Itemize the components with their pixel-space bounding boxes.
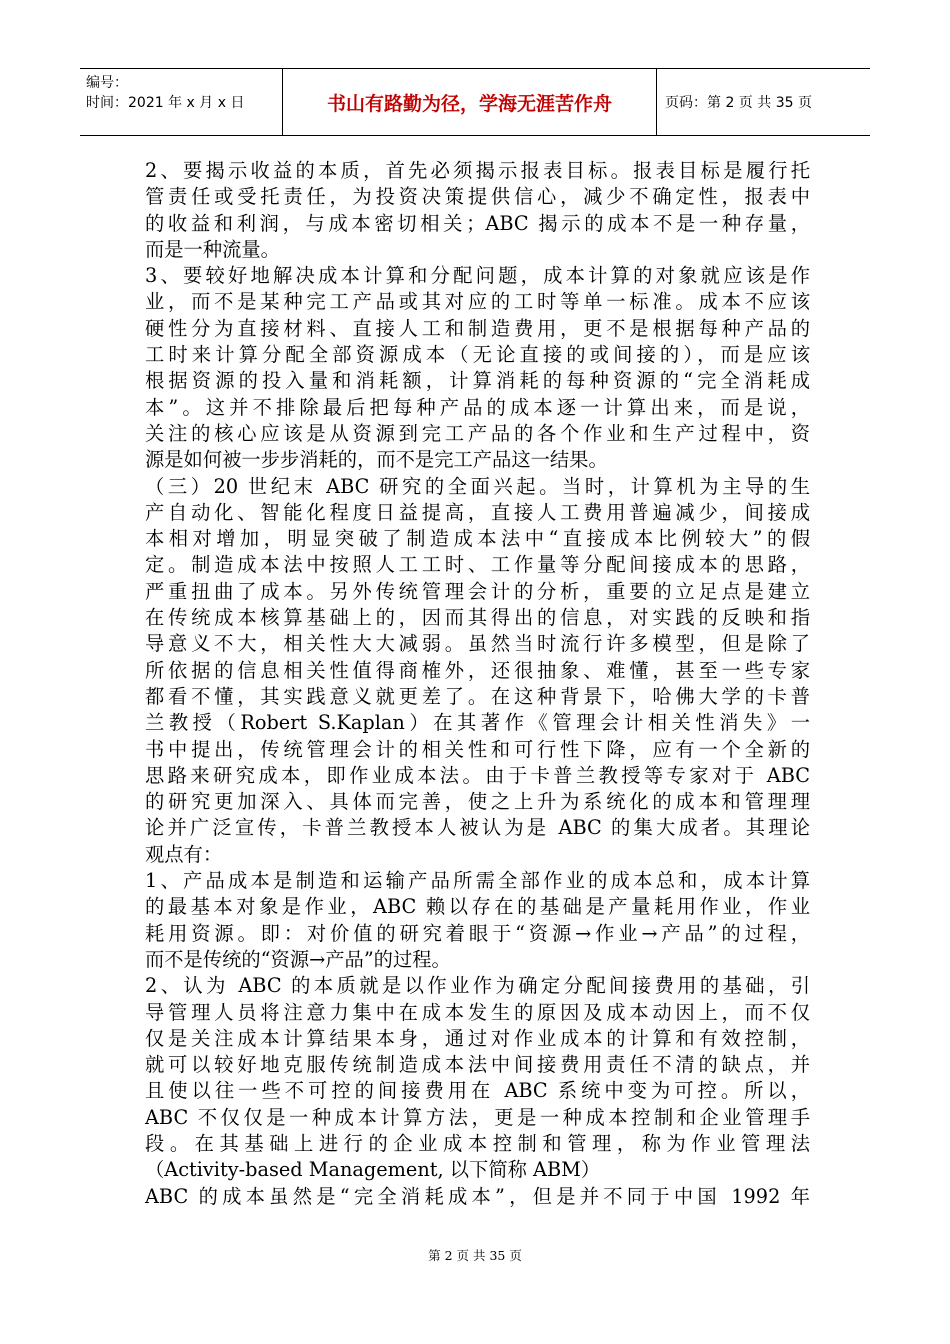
text-line: 耗用资源。即：对价值的研究着眼于“资源→作业→产品”的过程， bbox=[145, 921, 810, 945]
text-line: ABC 的成本虽然是“完全消耗成本”，但是并不同于中国 1992 年 bbox=[145, 1184, 810, 1208]
text-line: 本相对增加，明显突破了制造成本法中“直接成本比例较大”的假 bbox=[145, 527, 810, 551]
text-line: 工时来计算分配全部资源成本（无论直接的或间接的），而是应该 bbox=[145, 343, 810, 367]
text-line: 硬性分为直接材料、直接人工和制造费用，更不是根据每种产品的 bbox=[145, 316, 810, 340]
text-line: （Activity-based Management, 以下简称 ABM） bbox=[145, 1158, 601, 1182]
text-line: 1、产品成本是制造和运输产品所需全部作业的成本总和，成本计算 bbox=[145, 869, 810, 893]
document-body bbox=[145, 158, 810, 1210]
text-line: 都看不懂，其实践意义就更差了。在这种背景下，哈佛大学的卡普 bbox=[145, 684, 810, 708]
page-footer: 第 2 页 共 35 页 bbox=[428, 1248, 522, 1263]
text-line: 本”。这并不排除最后把每种产品的成本逐一计算出来，而是说， bbox=[145, 395, 810, 419]
text-line: 关注的核心应该是从资源到完工产品的各个作业和生产过程中，资 bbox=[145, 421, 810, 445]
text-line: 的最基本对象是作业，ABC 赖以存在的基础是产量耗用作业，作业 bbox=[145, 895, 810, 919]
time-label: 时间：2021 年 x 月 x 日 bbox=[86, 95, 245, 111]
header-motto: 书山有路勤为径，学海无涯苦作舟 bbox=[283, 69, 657, 135]
text-line: 仅是关注成本计算结果本身，通过对作业成本的计算和有效控制， bbox=[145, 1026, 810, 1050]
text-line: 在传统成本核算基础上的，因而其得出的信息，对实践的反映和指 bbox=[145, 606, 810, 630]
header-page-info: 页码：第 2 页 共 35 页 bbox=[665, 95, 812, 111]
text-line: 就可以较好地克服传统制造成本法中间接费用责任不清的缺点，并 bbox=[145, 1053, 810, 1077]
text-line: 论并广泛宣传，卡普兰教授本人被认为是 ABC 的集大成者。其理论 bbox=[145, 816, 810, 840]
text-line: 思路来研究成本，即作业成本法。由于卡普兰教授等专家对于 ABC bbox=[145, 763, 810, 787]
text-line: 业，而不是某种完工产品或其对应的工时等单一标准。成本不应该 bbox=[145, 290, 810, 314]
text-line: 且使以往一些不可控的间接费用在 ABC 系统中变为可控。所以， bbox=[145, 1079, 810, 1103]
text-line: 2、要揭示收益的本质，首先必须揭示报表目标。报表目标是履行托 bbox=[145, 159, 810, 182]
text-line: 定。制造成本法中按照人工工时、工作量等分配间接成本的思路， bbox=[145, 553, 810, 577]
text-line: 的研究更加深入、具体而完善，使之上升为系统化的成本和管理理 bbox=[145, 790, 810, 814]
page-header bbox=[80, 68, 870, 136]
text-line: 的收益和利润，与成本密切相关；ABC 揭示的成本不是一种存量， bbox=[145, 211, 810, 235]
text-line: 根据资源的投入量和消耗额，计算消耗的每种资源的“完全消耗成 bbox=[145, 369, 810, 393]
text-line: ABC 不仅仅是一种成本计算方法，更是一种成本控制和企业管理手 bbox=[145, 1105, 810, 1129]
text-line: 观点有： bbox=[145, 842, 223, 866]
text-line: 源是如何被一步步消耗的，而不是完工产品这一结果。 bbox=[145, 448, 608, 472]
text-line: 所依据的信息相关性值得商榷外，还很抽象、难懂，甚至一些专家 bbox=[145, 658, 810, 682]
text-line: 兰教授（Robert S.Kaplan）在其著作《管理会计相关性消失》一 bbox=[145, 711, 810, 735]
header-meta bbox=[80, 69, 283, 135]
text-line: 而不是传统的“资源→产品”的过程。 bbox=[145, 947, 451, 971]
text-line: 段。在其基础上进行的企业成本控制和管理，称为作业管理法 bbox=[145, 1131, 810, 1155]
text-line: 而是一种流量。 bbox=[145, 237, 280, 261]
text-line: 2、认为 ABC 的本质就是以作业作为确定分配间接费用的基础，引 bbox=[145, 974, 810, 998]
text-line: （三）20 世纪末 ABC 研究的全面兴起。当时，计算机为主导的生 bbox=[145, 474, 810, 498]
text-line: 导管理人员将注意力集中在成本发生的原因及成本动因上，而不仅 bbox=[145, 1000, 810, 1024]
text-line: 导意义不大，相关性大大减弱。虽然当时流行许多模型，但是除了 bbox=[145, 632, 810, 656]
text-line: 管责任或受托责任，为投资决策提供信心，减少不确定性，报表中 bbox=[145, 185, 810, 209]
number-label: 编号： bbox=[86, 75, 128, 91]
text-line: 3、要较好地解决成本计算和分配问题，成本计算的对象就应该是作 bbox=[145, 264, 810, 288]
text-line: 书中提出，传统管理会计的相关性和可行性下降，应有一个全新的 bbox=[145, 737, 810, 761]
text-line: 严重扭曲了成本。另外传统管理会计的分析，重要的立足点是建立 bbox=[145, 579, 810, 603]
text-line: 产自动化、智能化程度日益提高，直接人工费用普遍减少，间接成 bbox=[145, 500, 810, 524]
